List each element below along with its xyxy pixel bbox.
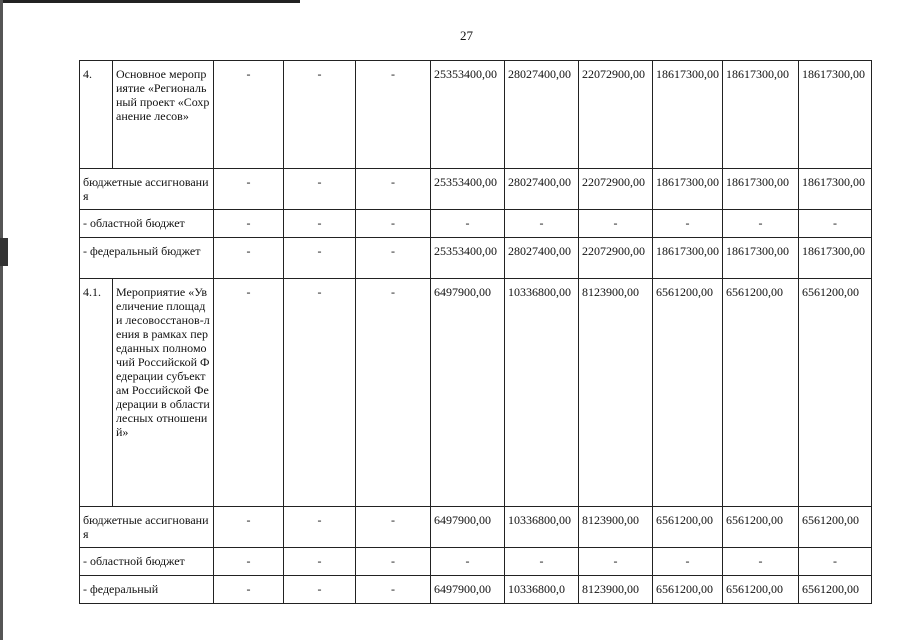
table-row (80, 238, 872, 279)
amount-cell: 18617300,00 (799, 61, 872, 169)
funding-source-label: бюджетные ассигнования (80, 507, 214, 548)
amount-cell: 18617300,00 (653, 61, 723, 169)
empty-value-cell: - (431, 210, 505, 238)
empty-value-cell: - (653, 210, 723, 238)
empty-value-cell: - (799, 548, 872, 576)
measure-name: Основное мероприятие «Региональный проект «Сохранение лесов» (113, 61, 214, 169)
amount-cell: 18617300,00 (723, 169, 799, 210)
amount-cell: 6561200,00 (799, 507, 872, 548)
amount-cell: 6561200,00 (723, 576, 799, 604)
amount-cell: 6497900,00 (431, 279, 505, 507)
empty-value-cell: - (799, 210, 872, 238)
scan-edge-left (0, 0, 3, 640)
empty-value-cell: - (431, 548, 505, 576)
amount-cell: 6561200,00 (653, 576, 723, 604)
funding-source-label: - областной бюджет (80, 548, 214, 576)
empty-value-cell: - (579, 548, 653, 576)
empty-value-cell: - (284, 279, 356, 507)
amount-cell: 18617300,00 (723, 238, 799, 279)
empty-value-cell: - (356, 576, 431, 604)
empty-value-cell: - (653, 548, 723, 576)
empty-value-cell: - (214, 169, 284, 210)
amount-cell: 25353400,00 (431, 238, 505, 279)
page-number: 27 (460, 28, 473, 43)
amount-cell: 22072900,00 (579, 238, 653, 279)
amount-cell: 6497900,00 (431, 507, 505, 548)
budget-table (79, 60, 872, 604)
amount-cell: 28027400,00 (505, 61, 579, 169)
amount-cell: 10336800,0 (505, 576, 579, 604)
table-row (80, 169, 872, 210)
empty-value-cell: - (505, 210, 579, 238)
empty-value-cell: - (284, 548, 356, 576)
empty-value-cell: - (214, 238, 284, 279)
empty-value-cell: - (356, 238, 431, 279)
amount-cell: 6561200,00 (653, 279, 723, 507)
amount-cell: 18617300,00 (799, 238, 872, 279)
table-row (80, 548, 872, 576)
amount-cell: 10336800,00 (505, 279, 579, 507)
empty-value-cell: - (505, 548, 579, 576)
table-row (80, 576, 872, 604)
funding-source-label: - федеральный бюджет (80, 238, 214, 279)
empty-value-cell: - (284, 507, 356, 548)
amount-cell: 25353400,00 (431, 61, 505, 169)
empty-value-cell: - (356, 61, 431, 169)
amount-cell: 18617300,00 (653, 238, 723, 279)
measure-name: Мероприятие «Увеличение площади лесовосстанов-ления в рамках переданных полномочий Российской Федерации субъектам Российской Федерации в области лесных отношений» (113, 279, 214, 507)
amount-cell: 6561200,00 (723, 507, 799, 548)
row-number: 4. (80, 61, 113, 169)
amount-cell: 6561200,00 (723, 279, 799, 507)
amount-cell: 22072900,00 (579, 61, 653, 169)
empty-value-cell: - (214, 576, 284, 604)
empty-value-cell: - (214, 210, 284, 238)
table-body (80, 61, 872, 604)
amount-cell: 18617300,00 (653, 169, 723, 210)
empty-value-cell: - (284, 238, 356, 279)
funding-source-label: - областной бюджет (80, 210, 214, 238)
amount-cell: 28027400,00 (505, 238, 579, 279)
amount-cell: 22072900,00 (579, 169, 653, 210)
empty-value-cell: - (214, 548, 284, 576)
empty-value-cell: - (214, 61, 284, 169)
amount-cell: 18617300,00 (723, 61, 799, 169)
empty-value-cell: - (284, 61, 356, 169)
empty-value-cell: - (356, 507, 431, 548)
amount-cell: 10336800,00 (505, 507, 579, 548)
empty-value-cell: - (214, 279, 284, 507)
empty-value-cell: - (723, 210, 799, 238)
empty-value-cell: - (356, 279, 431, 507)
empty-value-cell: - (723, 548, 799, 576)
empty-value-cell: - (356, 548, 431, 576)
amount-cell: 6561200,00 (799, 279, 872, 507)
empty-value-cell: - (214, 507, 284, 548)
amount-cell: 28027400,00 (505, 169, 579, 210)
empty-value-cell: - (579, 210, 653, 238)
empty-value-cell: - (356, 169, 431, 210)
amount-cell: 18617300,00 (799, 169, 872, 210)
row-number: 4.1. (80, 279, 113, 507)
empty-value-cell: - (284, 210, 356, 238)
amount-cell: 8123900,00 (579, 576, 653, 604)
amount-cell: 6561200,00 (799, 576, 872, 604)
table-row (80, 210, 872, 238)
empty-value-cell: - (284, 169, 356, 210)
table-row (80, 279, 872, 507)
amount-cell: 6561200,00 (653, 507, 723, 548)
empty-value-cell: - (284, 576, 356, 604)
amount-cell: 6497900,00 (431, 576, 505, 604)
amount-cell: 8123900,00 (579, 279, 653, 507)
amount-cell: 8123900,00 (579, 507, 653, 548)
funding-source-label: бюджетные ассигнования (80, 169, 214, 210)
funding-source-label: - федеральный (80, 576, 214, 604)
empty-value-cell: - (356, 210, 431, 238)
scan-mark (0, 238, 8, 266)
amount-cell: 25353400,00 (431, 169, 505, 210)
table-row (80, 61, 872, 169)
scan-edge-top (0, 0, 300, 3)
table-row (80, 507, 872, 548)
